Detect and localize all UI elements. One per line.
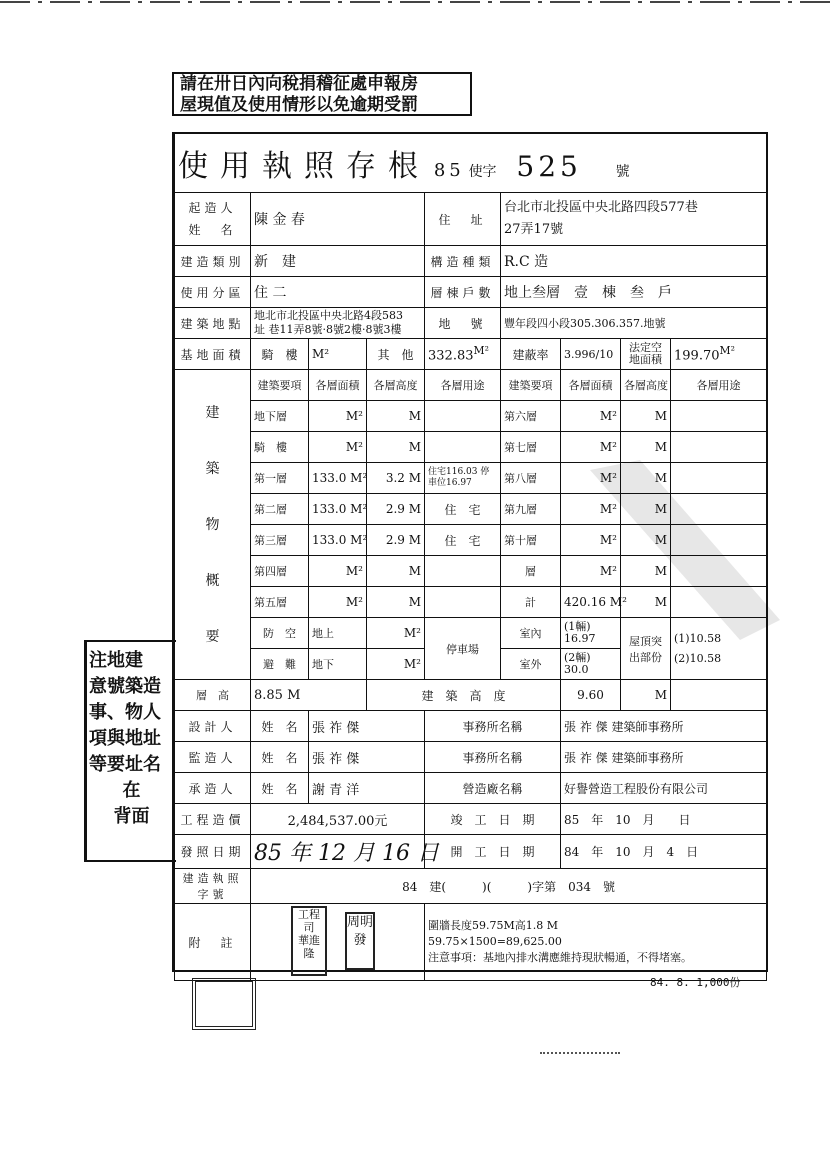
notice-box	[172, 72, 472, 116]
designer-office-label: 事務所名稱	[425, 711, 561, 742]
floor-name: 計	[501, 587, 561, 618]
unit: M²	[719, 344, 735, 358]
floor-row	[175, 556, 767, 587]
floor-row	[175, 401, 767, 432]
header-cell: 各層高度	[367, 370, 425, 401]
floor-area: 420.16 M²	[561, 587, 621, 618]
start-label: 開 工 日 期	[425, 835, 561, 869]
header-cell: 各層面積	[561, 370, 621, 401]
builder-address	[501, 193, 767, 246]
header-cell: 各層面積	[309, 370, 367, 401]
floor-area: M²	[309, 556, 367, 587]
engineer-stamp	[291, 906, 327, 976]
supervisor-office-label: 事務所名稱	[425, 742, 561, 773]
legal-number: 199.70	[674, 348, 720, 364]
floor-height: M	[367, 556, 425, 587]
floor-row	[175, 432, 767, 463]
side-note-line: 注地建	[89, 650, 143, 671]
side-note-tail: 背面	[113, 806, 150, 827]
refuge-unit: M²	[367, 649, 425, 680]
type-value: 新 建	[251, 246, 425, 277]
designer-name-label: 姓 名	[251, 711, 309, 742]
building-side-label	[175, 370, 251, 680]
issue-label: 發照日期	[175, 835, 251, 869]
floor-use	[671, 525, 767, 556]
start-value: 84 年 10 月 4 日	[561, 835, 767, 869]
cost-label: 工程造價	[175, 804, 251, 835]
side-note-line: 意號築造	[89, 676, 161, 697]
address-line1: 台北市北投區中央北路四段577巷	[504, 200, 698, 215]
legal-label-2: 地面積	[629, 353, 662, 366]
site-address	[251, 308, 425, 339]
floor-use	[671, 556, 767, 587]
contractor-office-label: 營造廠名稱	[425, 773, 561, 804]
floor-row	[175, 525, 767, 556]
indoor-value: (1輛) 16.97	[561, 618, 621, 649]
floor-area: M²	[309, 587, 367, 618]
zone-label: 使用分區	[175, 277, 251, 308]
side-char: 概	[205, 572, 220, 589]
remark-line: 59.75×1500=89,625.00	[428, 935, 562, 948]
other-label: 其 他	[367, 339, 425, 370]
floor-area: M²	[561, 432, 621, 463]
height-value: 8.85 M	[251, 680, 367, 711]
legal-label	[621, 339, 671, 370]
floor-area: M²	[561, 556, 621, 587]
side-char: 築	[205, 460, 220, 477]
floor-use	[425, 401, 501, 432]
header-cell: 各層用途	[425, 370, 501, 401]
side-note-tail: 在	[122, 780, 141, 801]
dotted-mark	[540, 1052, 620, 1054]
floor-name: 第八層	[501, 463, 561, 494]
floor-use	[671, 463, 767, 494]
side-note-line: 事、物人	[89, 702, 161, 723]
address-label: 住 址	[425, 193, 501, 246]
floor-area: M²	[561, 525, 621, 556]
parking-label: 停車場	[425, 618, 501, 680]
remarks-text	[425, 904, 767, 981]
floor-name: 第一層	[251, 463, 309, 494]
supervisor-name-label: 姓 名	[251, 742, 309, 773]
floor-height: M	[367, 432, 425, 463]
floor-use	[671, 432, 767, 463]
header-cell: 各層高度	[621, 370, 671, 401]
builder-label-2: 姓 名	[188, 223, 237, 237]
notice-line2: 屋現值及使用情形以免逾期受罰	[180, 95, 418, 115]
floor-height: M	[621, 494, 671, 525]
bheight-value: 9.60	[561, 680, 621, 711]
floor-height: M	[621, 432, 671, 463]
roof-label: 屋頂突出部份	[621, 618, 671, 680]
site-label: 建築地點	[175, 308, 251, 339]
issue-value: 85 年 12 月 16 日	[251, 835, 425, 869]
legal-label-1: 法定空	[629, 341, 662, 354]
coverage-label: 建蔽率	[501, 339, 561, 370]
floor-row	[175, 494, 767, 525]
notice-line1: 請在卅日內向稅捐稽征處申報房	[180, 74, 418, 94]
floor-use	[671, 587, 767, 618]
contractor-office: 好譽營造工程股份有限公司	[561, 773, 767, 804]
struct-value: R.C 造	[501, 246, 767, 277]
other-value	[425, 339, 501, 370]
floor-name: 第二層	[251, 494, 309, 525]
designer-label: 設計人	[175, 711, 251, 742]
legal-value	[671, 339, 767, 370]
floor-name: 第六層	[501, 401, 561, 432]
floor-name: 地下層	[251, 401, 309, 432]
done-value: 85 年 10 月 日	[561, 804, 767, 835]
refuge-label: 避 難	[251, 649, 309, 680]
floor-use	[425, 587, 501, 618]
floor-area: M²	[309, 432, 367, 463]
floor-height: 2.9 M	[367, 525, 425, 556]
permit-label: 建造執照字號	[175, 869, 251, 904]
floor-use	[671, 494, 767, 525]
floor-height: M	[367, 401, 425, 432]
outdoor-label: 室外	[501, 649, 561, 680]
floor-name: 第十層	[501, 525, 561, 556]
designer-office: 張 祚 傑 建築師事務所	[561, 711, 767, 742]
title-char: 使字	[468, 164, 497, 180]
shelter-value: 地上	[309, 618, 367, 649]
side-note-line: 等要址名	[89, 754, 161, 775]
floor-height: M	[621, 525, 671, 556]
title-year: 85	[433, 160, 465, 181]
floor-use: 住 宅	[425, 494, 501, 525]
title-suffix: 號	[615, 164, 630, 180]
designer-name: 張 祚 傑	[309, 711, 425, 742]
remarks-stamps	[251, 904, 425, 981]
builder-label-1: 起造人	[188, 201, 237, 215]
site-line1: 地北市北投區中央北路4段583	[254, 309, 403, 322]
floor-area: M²	[561, 463, 621, 494]
other-number: 332.83	[428, 348, 474, 364]
address-line2: 27弄17號	[504, 222, 564, 237]
permit-form	[172, 132, 768, 972]
outdoor-value: (2輛) 30.0	[561, 649, 621, 680]
indoor-label: 室內	[501, 618, 561, 649]
type-label: 建造類別	[175, 246, 251, 277]
permit-value: 84 建( )( )字第 034 號	[251, 869, 767, 904]
side-char: 要	[205, 628, 220, 645]
floor-area: M²	[561, 494, 621, 525]
floor-area: M²	[309, 401, 367, 432]
official-stamp	[345, 912, 375, 970]
floor-height: M	[621, 463, 671, 494]
floor-name: 騎 樓	[251, 432, 309, 463]
coverage-value: 3.996/10	[561, 339, 621, 370]
refuge-value: 地下	[309, 649, 367, 680]
zone-value: 住 二	[251, 277, 425, 308]
title-number: 525	[516, 150, 582, 183]
seal-stamp	[192, 978, 256, 1030]
contractor-label: 承造人	[175, 773, 251, 804]
floor-height: 2.9 M	[367, 494, 425, 525]
floor-use: 住宅116.03 停車位16.97	[425, 463, 501, 494]
unit: M²	[473, 344, 489, 358]
page-title: 使用執照存根	[178, 149, 430, 184]
header-cell: 建築要項	[501, 370, 561, 401]
contractor-name-label: 姓 名	[251, 773, 309, 804]
floor-row	[175, 587, 767, 618]
lot-value: 豐年段四小段305.306.357.地號	[501, 308, 767, 339]
remarks-label: 附 註	[175, 904, 251, 981]
lot-label: 地 號	[425, 308, 501, 339]
roof-value2: (2)10.58	[674, 651, 722, 665]
floor-row	[175, 463, 767, 494]
floor-height: 3.2 M	[367, 463, 425, 494]
side-char: 建	[205, 404, 220, 421]
header-cell: 建築要項	[251, 370, 309, 401]
roof-value1: (1)10.58	[674, 631, 722, 645]
contractor-name: 謝 青 洋	[309, 773, 425, 804]
floor-name: 第九層	[501, 494, 561, 525]
site-line2: 址 巷11弄8號·8號2樓·8號3樓	[254, 323, 402, 336]
shelter-label: 防 空	[251, 618, 309, 649]
bheight-label: 建 築 高 度	[367, 680, 561, 711]
floors-label: 層棟戶數	[425, 277, 501, 308]
stamp-name: 華進隆	[298, 934, 320, 960]
floor-height: M	[367, 587, 425, 618]
bheight-unit: M	[621, 680, 671, 711]
floor-area: 133.0 M²	[309, 525, 367, 556]
shelter-unit: M²	[367, 618, 425, 649]
supervisor-office: 張 祚 傑 建築師事務所	[561, 742, 767, 773]
roof-values	[671, 618, 767, 680]
side-char: 物	[205, 516, 220, 533]
arcade-label: 騎 樓	[251, 339, 309, 370]
side-note	[84, 640, 176, 862]
stamp-title: 工程司	[298, 908, 320, 934]
builder-name: 陳 金 春	[251, 193, 425, 246]
form-print-info: 84. 8. 1,000份	[650, 976, 741, 989]
floor-name: 第三層	[251, 525, 309, 556]
struct-label: 構造種類	[425, 246, 501, 277]
area-label: 基地面積	[175, 339, 251, 370]
floor-use: 住 宅	[425, 525, 501, 556]
floor-name: 第七層	[501, 432, 561, 463]
floor-height: M	[621, 556, 671, 587]
remark-line: 圍牆長度59.75M高1.8 M	[428, 919, 559, 932]
floors-value: 地上叁層 壹 棟 叁 戶	[501, 277, 767, 308]
floor-use	[425, 432, 501, 463]
floor-area: 133.0 M²	[309, 463, 367, 494]
floor-name: 第四層	[251, 556, 309, 587]
supervisor-label: 監造人	[175, 742, 251, 773]
remark-line: 注意事項：基地內排水溝應維持現狀暢通，不得堵塞。	[428, 951, 692, 964]
cost-value: 2,484,537.00元	[251, 804, 425, 835]
title-cell	[175, 134, 767, 193]
floor-use	[425, 556, 501, 587]
side-note-line: 項與地址	[89, 728, 161, 749]
arcade-value: M²	[309, 339, 367, 370]
floor-name: 層	[501, 556, 561, 587]
floor-height: M	[621, 587, 671, 618]
floor-use	[671, 401, 767, 432]
floor-area: M²	[561, 401, 621, 432]
floor-area: 133.0 M²	[309, 494, 367, 525]
done-label: 竣 工 日 期	[425, 804, 561, 835]
stamp-name: 周明發	[347, 915, 374, 948]
header-cell: 各層用途	[671, 370, 767, 401]
height-label: 層 高	[175, 680, 251, 711]
supervisor-name: 張 祚 傑	[309, 742, 425, 773]
floor-height: M	[621, 401, 671, 432]
builder-label	[175, 193, 251, 246]
floor-name: 第五層	[251, 587, 309, 618]
